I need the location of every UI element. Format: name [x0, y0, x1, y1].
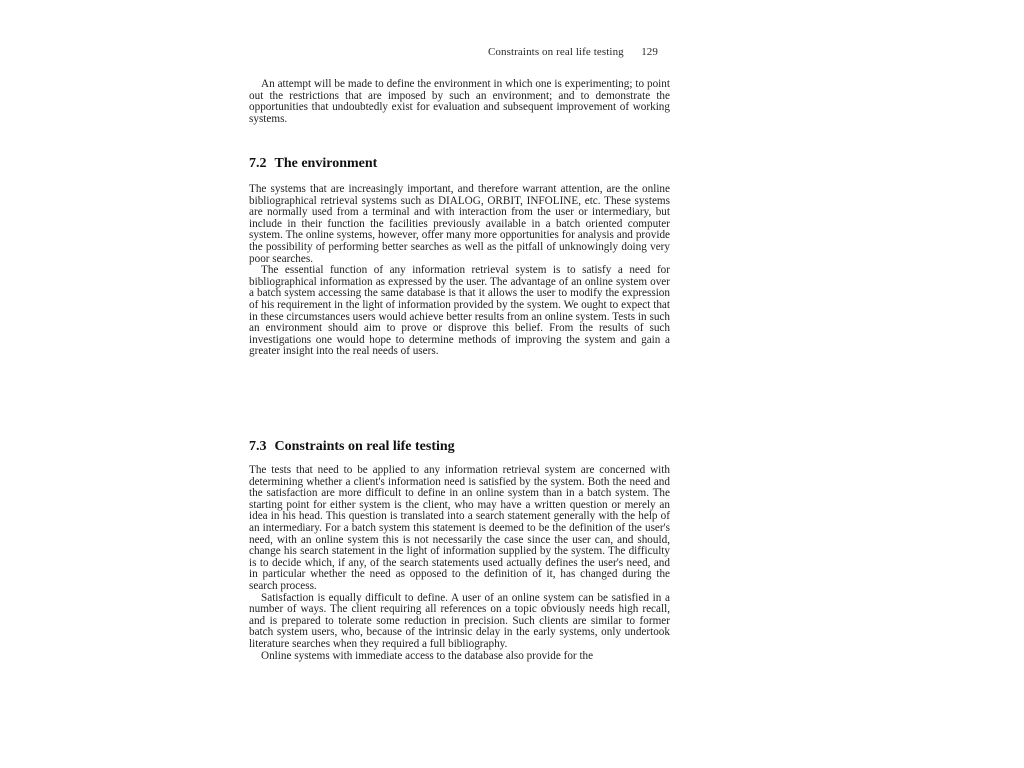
paragraph: The systems that are increasingly important, and therefore warrant attention, are the online bibliographical retrieval systems such as DIALOG, ORBIT, INFOLINE, etc. These systems are normally used from a terminal and with interaction from the user or intermediary, but include in their function the facilities previously available in a batch oriented computer system. The online systems, however, offer many more opportunities for analysis and provide the possibility of performing better searches as well as the pitfall of unknowingly doing very poor searches. — [249, 183, 670, 265]
intro-paragraph: An attempt will be made to define the environment in which one is experimenting; to point out the restrictions that are imposed by such an environment; and to demonstrate the opportunities that undoubtedly exist for evaluation and subsequent improvement of working systems. — [249, 78, 670, 125]
section-number: 7.2 — [249, 156, 267, 171]
section-number: 7.3 — [249, 439, 267, 454]
section-title: Constraints on real life testing — [274, 439, 455, 454]
running-head — [488, 46, 658, 58]
section-7-2-body — [249, 184, 670, 358]
paragraph: The essential function of any information retrieval system is to satisfy a need for bibliographical information as expressed by the user. The advantage of an online system over a batch system accessing the same database is that it allows the user to modify the expression of his requirement in the light of information provided by the system. We ought to expect that in these circumstances users would achieve better results from an online system. Tests in such an environment should aim to prove or disprove this belief. From the results of such investigations one would hope to determine methods of improving the system and gain a greater insight into the real needs of users. — [249, 264, 670, 358]
paragraph: Satisfaction is equally difficult to define. A user of an online system can be satisfied in a number of ways. The client requiring all references on a topic obviously needs high recall, and is prepared to tolerate some reduction in precision. Such clients are similar to former batch system users, who, because of the intrinsic delay in the early systems, only undertook literature searches when they required a full bibliography. — [249, 591, 670, 650]
intro-section — [249, 79, 670, 125]
running-head-title: Constraints on real life testing — [488, 46, 624, 58]
page-number: 129 — [641, 46, 658, 58]
paragraph: Online systems with immediate access to the database also provide for the — [261, 649, 594, 662]
section-heading-7-2 — [249, 156, 377, 172]
section-heading-7-3 — [249, 439, 455, 455]
section-7-3-body — [249, 465, 670, 662]
paragraph: The tests that need to be applied to any information retrieval system are concerned with determining whether a client's information need is satisfied by the system. Both the need and the satisfaction are more difficult to define in an online system than in a batch system. The starting point for either system is the client, who may have a written question or merely an idea in his head. This question is translated into a search statement generally with the help of an intermediary. For a batch system this statement is deemed to be the definition of the user's need, with an online system this is not necessarily the case since the user can, and should, change his search statement in the light of information supplied by the system. The difficulty is to decide which, if any, of the search statements used actually defines the user's need, and in particular whether the need as opposed to the definition of it, has changed during the search process. — [249, 464, 670, 592]
section-title: The environment — [274, 156, 378, 171]
